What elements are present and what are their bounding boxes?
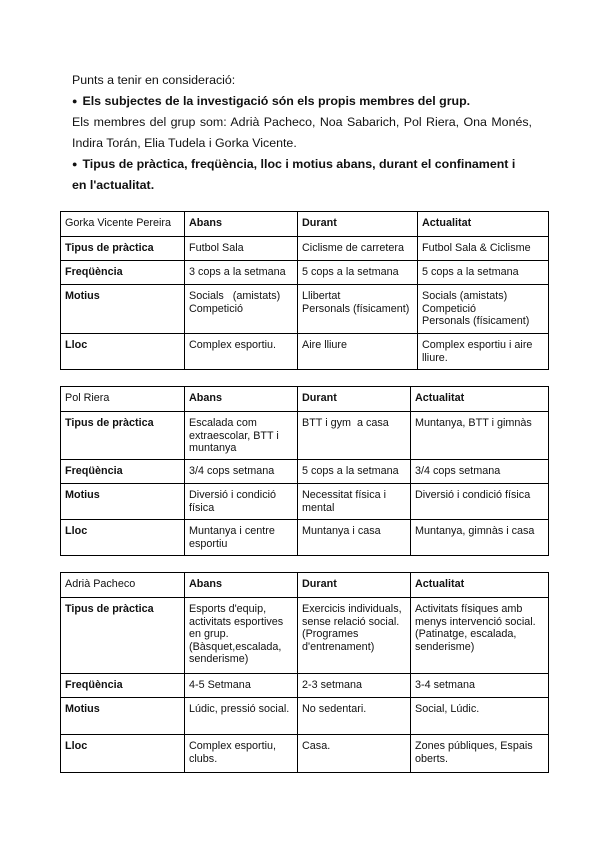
- header-actualitat: Actualitat: [411, 573, 549, 598]
- table-row: [61, 598, 549, 674]
- table-cell: BTT i gym a casa: [298, 412, 411, 460]
- header-abans: Abans: [185, 212, 298, 237]
- table-cell: 3 cops a la setmana: [185, 261, 298, 285]
- table-row: [61, 735, 549, 773]
- row-label: Freqüència: [61, 674, 185, 698]
- table-cell: Complex esportiu, clubs.: [185, 735, 298, 773]
- row-label: Motius: [61, 484, 185, 520]
- intro-heading: Punts a tenir en consideració:: [72, 73, 236, 87]
- table-cell: Exercicis individuals, sense relació social. (Programes d'entrenament): [298, 598, 411, 674]
- table-cell: 5 cops a la setmana: [298, 261, 418, 285]
- row-label: Freqüència: [61, 460, 185, 484]
- table-header-row: [61, 387, 549, 412]
- table-cell: Esports d'equip, activitats esportives en grup. (Bàsquet,escalada, senderisme): [185, 598, 298, 674]
- bullet-point-subjects: ● Els subjectes de la investigació són els propis membres del grup.: [72, 91, 532, 112]
- table-cell: Zones públiques, Espais oberts.: [411, 735, 549, 773]
- table-row: [61, 334, 549, 370]
- person-name-cell: Pol Riera: [61, 387, 185, 412]
- table-cell: 5 cops a la setmana: [418, 261, 549, 285]
- row-label: Motius: [61, 698, 185, 735]
- table-cell: Diversió i condició física: [411, 484, 549, 520]
- table-cell: Socials (amistats) Competició Personals (físicament): [418, 285, 549, 334]
- table-cell: 3/4 cops setmana: [185, 460, 298, 484]
- table-cell: Lúdic, pressió social.: [185, 698, 298, 735]
- header-durant: Durant: [298, 212, 418, 237]
- table-cell: Muntanya i casa: [298, 520, 411, 556]
- table-row: [61, 674, 549, 698]
- table-cell: Futbol Sala: [185, 237, 298, 261]
- table-cell: Muntanya, gimnàs i casa: [411, 520, 549, 556]
- table-cell: No sedentari.: [298, 698, 411, 735]
- table-row: [61, 412, 549, 460]
- table-row: [61, 237, 549, 261]
- row-label: Tipus de pràctica: [61, 237, 185, 261]
- table-adria: [60, 572, 549, 773]
- table-header-row: [61, 573, 549, 598]
- header-actualitat: Actualitat: [411, 387, 549, 412]
- row-label: Freqüència: [61, 261, 185, 285]
- header-abans: Abans: [185, 573, 298, 598]
- table-row: [61, 520, 549, 556]
- header-durant: Durant: [298, 387, 411, 412]
- table-cell: 2-3 setmana: [298, 674, 411, 698]
- table-cell: Muntanya i centre esportiu: [185, 520, 298, 556]
- table-gorka: [60, 211, 549, 370]
- table-row: [61, 261, 549, 285]
- table-cell: 4-5 Setmana: [185, 674, 298, 698]
- table-cell: 3/4 cops setmana: [411, 460, 549, 484]
- table-cell: Socials (amistats) Competició: [185, 285, 298, 334]
- table-row: [61, 460, 549, 484]
- table-cell: Complex esportiu i aire lliure.: [418, 334, 549, 370]
- table-cell: Activitats físiques amb menys intervenció social. (Patinatge, escalada, senderisme): [411, 598, 549, 674]
- header-abans: Abans: [185, 387, 298, 412]
- table-cell: Llibertat Personals (físicament): [298, 285, 418, 334]
- row-label: Lloc: [61, 334, 185, 370]
- row-label: Tipus de pràctica: [61, 598, 185, 674]
- table-header-row: [61, 212, 549, 237]
- intro-section: [72, 70, 532, 196]
- table-cell: Aire lliure: [298, 334, 418, 370]
- person-name-cell: Gorka Vicente Pereira: [61, 212, 185, 237]
- table-cell: Diversió i condició física: [185, 484, 298, 520]
- header-actualitat: Actualitat: [418, 212, 549, 237]
- table-row: [61, 484, 549, 520]
- row-label: Lloc: [61, 735, 185, 773]
- row-label: Lloc: [61, 520, 185, 556]
- table-cell: Complex esportiu.: [185, 334, 298, 370]
- row-label: Motius: [61, 285, 185, 334]
- bullet-point-practice: ● Tipus de pràctica, freqüència, lloc i motius abans, durant el confinament i en l'actualitat.: [72, 154, 532, 196]
- table-cell: 5 cops a la setmana: [298, 460, 411, 484]
- table-cell: Necessitat física i mental: [298, 484, 411, 520]
- table-row: [61, 285, 549, 334]
- table-cell: 3-4 setmana: [411, 674, 549, 698]
- table-cell: Social, Lúdic.: [411, 698, 549, 735]
- row-label: Tipus de pràctica: [61, 412, 185, 460]
- table-cell: Muntanya, BTT i gimnàs: [411, 412, 549, 460]
- table-cell: Escalada com extraescolar, BTT i muntanya: [185, 412, 298, 460]
- table-cell: Futbol Sala & Ciclisme: [418, 237, 549, 261]
- table-cell: Casa.: [298, 735, 411, 773]
- header-durant: Durant: [298, 573, 411, 598]
- table-row: [61, 698, 549, 735]
- person-name-cell: Adrià Pacheco: [61, 573, 185, 598]
- table-cell: Ciclisme de carretera: [298, 237, 418, 261]
- members-paragraph: Els membres del grup som: Adrià Pacheco, Noa Sabarich, Pol Riera, Ona Monés, Indira Torán, Elia Tudela i Gorka Vicente.: [72, 115, 532, 150]
- table-pol: [60, 386, 549, 556]
